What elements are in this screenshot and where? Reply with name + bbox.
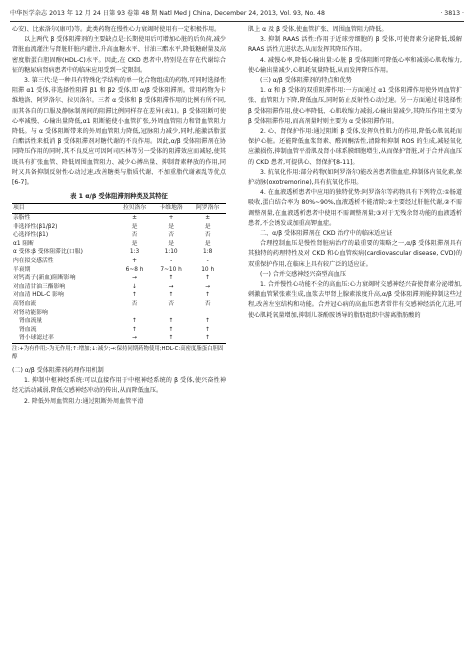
- table-row: [12, 274, 226, 283]
- paragraph: 合理控制血压是慢性肾脏病治疗的最重要的策略之一,α/β 受体阻滞剂具有其独特的药理特性及对 CKD 和心血管疾病(cardiovascular disease, CVD)的双重保护作用,在临床上具有较广泛的适应证。: [248, 240, 462, 268]
- table-cell: ↑: [168, 292, 174, 299]
- header-page-number: · 3813 ·: [440, 10, 464, 17]
- table-cell: [116, 309, 153, 318]
- table-cell: -: [170, 258, 173, 265]
- table-row-label: 肾血流: [19, 326, 37, 333]
- paragraph: 1. α 和 β 受体的双重阻滞作用:一方面通过 α1 受体阻滞作用使外周血管扩张、血管阻力下降,降低血压,同时防止反射性心动过速。另一方面通过非选择性 β 受体阻滞作用,使心率降低、心肌收缩力减弱,心输出量减少,其降压作用主要为 β 受体阻滞作用,而高剂量时则主要为 α 受体阻滞作用。: [248, 87, 462, 125]
- paragraph: 肌上 α 及 β 受体,使血管扩张、周围血管阻力降低。: [248, 26, 388, 33]
- table-header-cell: 拉贝洛尔: [116, 204, 153, 214]
- table-row: [12, 257, 226, 266]
- table-cell: 否: [131, 300, 138, 307]
- table-cell: ↑: [189, 334, 226, 343]
- table-row: [12, 248, 226, 257]
- section-heading: (三) α/β 受体阻滞剂的特点和优势: [260, 77, 352, 85]
- table-row-label: α 受体:β 受体阻滞比(口服): [13, 249, 83, 256]
- table-row-label: 肾血流量: [19, 318, 43, 325]
- table-cell: [189, 309, 226, 318]
- table-row: [12, 223, 226, 232]
- table-cell: ↑: [205, 318, 211, 325]
- table-cell: 是: [131, 223, 138, 230]
- paragraph: 4. 减慢心率,降低心输出量:心脏 β 受体阻断可降低心率和减弱心肌收缩力,使心输出量减少,心肌耗氧量降低,从而发挥降压作用。: [248, 56, 462, 74]
- table-cell: 是: [168, 223, 175, 230]
- paragraph: 3. 第三代:是一种具有特殊化学结构的单一化合物组成的药物,可同时选择性阻滞 α1 受体,非选择性阻滞 β1 和 β2 受体,即 α/β 受体阻滞剂。常用药物为卡维地洛、阿罗洛尔、拉贝洛尔。三者 α 受体和 β 受体阻滞作用的比例有所不同,而其各自的口服及静脉制剂间的阻滞比例同样存在差异(表1)。β 受体阻断可使心率减慢、心输出量降低,α1 阻断能使小血管扩张,外周血管阻力和肾血管阻力降低。与 α 受体阻断带来的外周血管阻力降低,冠脉阻力减少,同时,能激活脂蛋白酯活性来抵消 β 受体阻滞剂对糖代谢的不良作用。因此,α/β 受体阻滞剂在协同降压作用的同时,其不良反应可因阿司匹林等另一受体的阻滞效应而减轻,使其既具有扩张血管、降低周围血管阻力、减少心搏出量、抑制肾素释放的作用,同时又具备抑制反射性心动过速,改善糖类与脂质代谢、不加重脂代谢紊乱等优点[6-7]。: [12, 77, 226, 187]
- table-cell: 7~10 h: [160, 266, 182, 273]
- table-cell: 10 h: [201, 266, 215, 273]
- paragraph: 心安)、比索洛尔(康可)等。此类药物在慢性心力衰竭时使用有一定积极作用。: [12, 26, 221, 33]
- table-row-label: 心选择性(β1): [13, 232, 49, 239]
- table-cell: 否: [168, 300, 175, 307]
- paragraph: 3. 抗氧化作用:部分药物(如阿罗洛尔)能改善患者脂血症,抑制体内氧化素,保护动脉(oxotremorine),具有抗氧化作用。: [248, 168, 462, 187]
- table-cell: ↑: [168, 275, 174, 282]
- paragraph: 4. 在血液透析患者中应用的独特优势:阿罗洛尔等药物具有下列特点:①肠道吸收,蛋白结合率为 80%~90%,血液透析不能清除;②主要经过肝脏代谢,②不需调整剂量,在血液透析患者中使用不需调整剂量;③对于无残余肾功能的血液透析患者,不会诱发或加重高钾血症。: [248, 189, 462, 227]
- table-row: [12, 300, 226, 309]
- table-cell: ↑: [205, 275, 211, 282]
- table-row: [12, 334, 226, 343]
- table-cell: ±: [132, 215, 137, 222]
- table-cell: -: [206, 258, 209, 265]
- table-row-label: 内在拟交感活性: [13, 258, 54, 265]
- table-cell: 是: [204, 240, 211, 247]
- paragraph: 1. 合并慢性心功能不全的高血压:心力衰竭时交感神经兴奋使肾素分泌增加,刺激血管紧张素生成,血浆去甲肾上腺素浓度升高,α/β 受体阻滞剂能抑制这些过程,改善左室结构和功能。合并冠心病的高血压患者常伴有交感神经活化亢进,可使心肌耗氧量增加,抑制儿茶酚胺诱导的脂肪组织中游离脂肪酸的: [248, 281, 462, 319]
- table-cell: 否: [131, 232, 138, 239]
- table-cell: +: [168, 215, 174, 222]
- table-row: [12, 291, 226, 300]
- table-row: [12, 309, 226, 318]
- table-cell: 1:3: [129, 249, 140, 256]
- table-row: [12, 214, 226, 223]
- table-cell: ↑: [132, 292, 137, 299]
- table-header-cell: 项目: [12, 204, 116, 214]
- table-cell: 是: [131, 240, 138, 247]
- page-header: [10, 8, 464, 20]
- table-header-row: [12, 204, 226, 214]
- table-cell: →: [168, 283, 174, 290]
- table-cell: →: [116, 334, 153, 343]
- table-cell: +: [132, 258, 137, 265]
- table-cell: [153, 309, 190, 318]
- table-cell: 否: [168, 232, 175, 239]
- table-header-cell: 卡维地洛: [153, 204, 190, 214]
- table-cell: ±: [205, 215, 211, 222]
- table-row-label: 对钙离子(新血)阻断影响: [13, 275, 76, 282]
- section-heading: 二、α/β 受体阻滞剂在 CKD 治疗中的临床适应证: [260, 230, 393, 238]
- table-cell: 1:8: [203, 249, 213, 256]
- paragraph: 2. 降低外周血管阻力:通过阻断外周血管平滑: [24, 397, 144, 405]
- table-cell: ↑: [132, 326, 137, 333]
- table-row-label: 非选择性(β1/β2): [13, 223, 58, 230]
- table-cell: 6~8 h: [125, 266, 144, 273]
- table-row: [12, 240, 226, 249]
- table-row-label: 对血清 HDL-C 影响: [13, 292, 64, 299]
- table-row-label: 高肾血流: [13, 300, 37, 307]
- paragraph: 以上两代 β 受体阻滞剂的主要缺点是:长期使用后可增加心脏的后负荷,减少肾脏血流灌注与肾脏肝脏内灌注,升高血糖水平、甘油三酯水平,降低糖耐量及高密度脂蛋白胆固醇(HDL-C)水平。因此,在 CKD 患者中,特别是在存在代谢综合征的糖尿病肾病患者中的临床应用受到一定限制。: [12, 36, 226, 74]
- right-column: [248, 25, 462, 321]
- table-cell: 否: [204, 300, 211, 307]
- table-cell: ↑: [132, 318, 137, 325]
- paragraph: 2. 心、肾保护作用:通过阻断 β 受体,发挥负性肌力的作用,降低心肌氧耗而保护心脏。还能降低血浆肾素、醛固酮活性,清除和抑制 ROS 的生成,减轻氧化应激损伤,抑制血管平滑肌及肾小球系膜细胞增生,从而保护肾脏,对于合并高血压的 CKD 患者,可提供心、肾保护[8-11]。: [248, 128, 462, 166]
- table-cell: 否: [204, 232, 211, 239]
- table-cell: →: [132, 275, 137, 282]
- drug-comparison-table: [12, 203, 226, 344]
- section-heading: (一) 合并交感神经兴奋型高血压: [260, 270, 346, 278]
- left-column: [12, 25, 226, 407]
- table-row-label: 对血清甘油三酯影响: [13, 283, 66, 290]
- table-title: 表 1 α/β 受体阻滞剂种类及其特征: [70, 193, 168, 201]
- table-row-label: 半衰期: [13, 266, 31, 273]
- header-journal-info: 中华医学杂志 2013 年 12 月 24 日第 93 卷第 48 期 Natl Med J China, December 24, 2013, Vol. 93, No. 48: [10, 10, 325, 17]
- table-cell: ↑: [205, 292, 211, 299]
- table-row-label: 亲脂性: [13, 215, 31, 222]
- table-row-label: 肾小球滤过率: [12, 334, 116, 343]
- table-row: [12, 317, 226, 326]
- table-header-cell: 阿罗洛尔: [189, 204, 226, 214]
- table-cell: 1:10: [164, 249, 178, 256]
- paragraph: 3. 抑制 RAAS 活性:作用于近球旁细胞的 β 受体,可使肾素分泌降低,缓解 RAAS 活性亢进状态,从而发挥其降压作用。: [248, 36, 462, 54]
- table-body: [12, 214, 226, 344]
- table-cell: →: [205, 283, 211, 290]
- paragraph: 1. 抑制中枢神经系统:可以直接作用于中枢神经系统的 β 受体,使兴奋性神经元活动减弱,降低交感神经冲动的传出,从而降低血压。: [12, 377, 226, 395]
- table-row: [12, 231, 226, 240]
- table-row: [12, 266, 226, 275]
- header-divider: [10, 21, 464, 22]
- table-cell: ↑: [205, 326, 211, 333]
- table-footnote: 注:+为有作用;-为无作用;↑:增加;↓:减少;→:保持同期药物使用;HDL-C:高密度脂蛋白胆固醇: [12, 345, 224, 360]
- table-row: [12, 283, 226, 292]
- table-cell: ↑: [168, 326, 174, 333]
- section-heading: (二) α/β 受体阻滞剂药理作用机制: [12, 366, 104, 374]
- table-row-label: 对肾功能影响: [13, 309, 48, 316]
- table-cell: ↑: [153, 334, 190, 343]
- table-cell: 是: [168, 240, 175, 247]
- table-cell: 是: [204, 223, 211, 230]
- table-row: [12, 326, 226, 335]
- table-row-label: α1 阻断: [13, 240, 34, 247]
- table-cell: ↓: [132, 283, 137, 290]
- table-cell: ↑: [168, 318, 174, 325]
